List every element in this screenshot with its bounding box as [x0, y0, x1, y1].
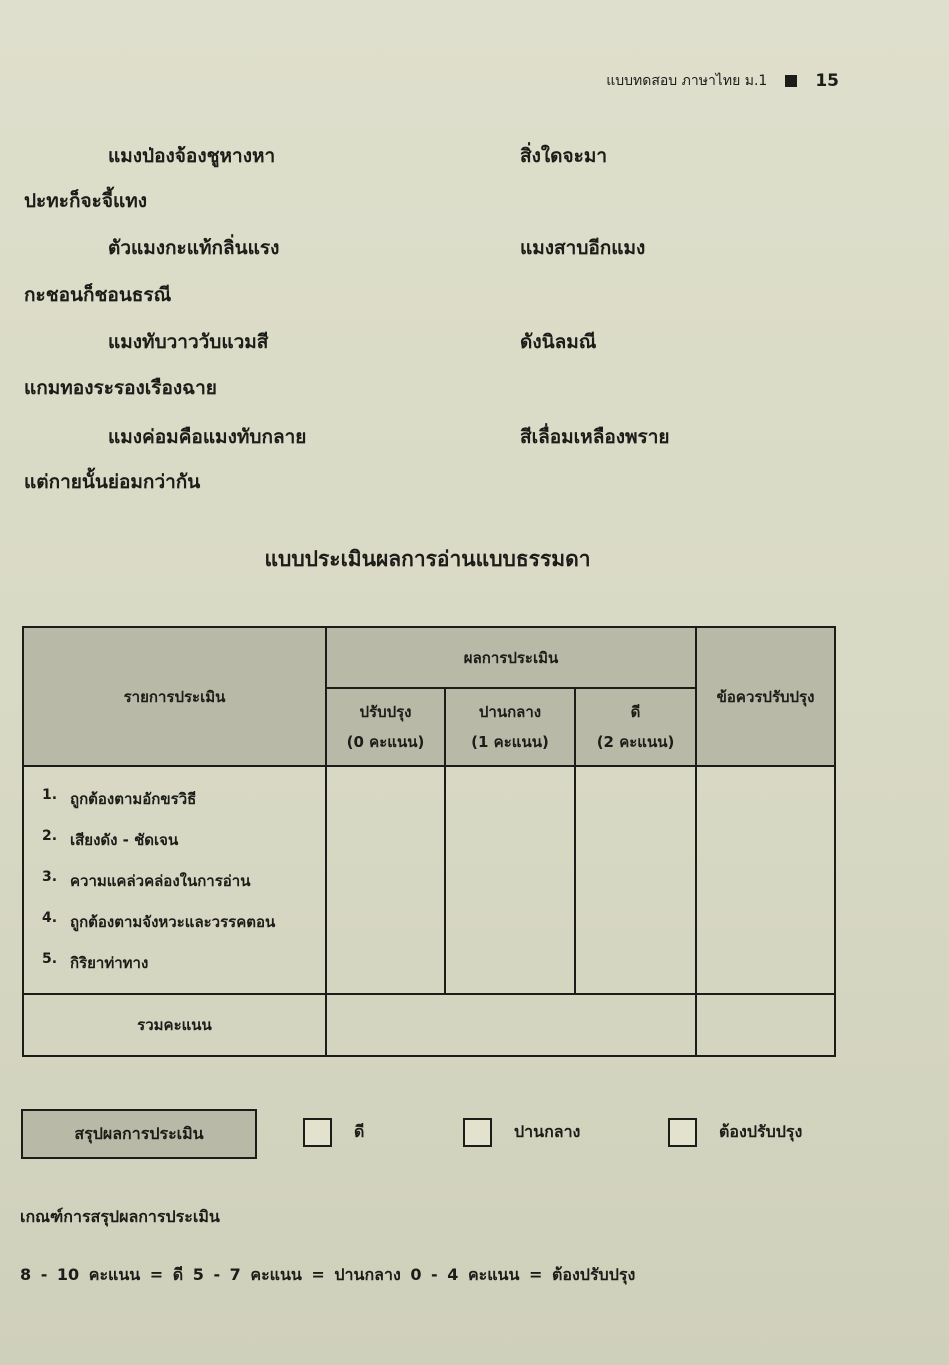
poem-line: สีเลื่อมเหลืองพราย: [520, 426, 670, 448]
good-label: ดี: [630, 703, 641, 721]
page-header: [606, 70, 839, 92]
improve-label: ปรับปรุง: [359, 703, 412, 721]
checkbox-fair[interactable]: [463, 1118, 492, 1147]
option-improve-label: ต้องปรับปรุง: [719, 1122, 803, 1141]
option-good[interactable]: [303, 1118, 364, 1147]
total-suggestion-cell[interactable]: [696, 994, 835, 1056]
header-result: ผลการประเมิน: [326, 627, 696, 688]
improve-points: (0 คะแนน): [346, 733, 425, 751]
option-fair[interactable]: [463, 1118, 580, 1147]
poem-line: สิ่งใดจะมา: [520, 145, 608, 167]
criteria-title: เกณฑ์การสรุปผลการประเมิน: [20, 1207, 220, 1226]
poem-line: แกมทองระรองเรืองฉาย: [24, 377, 217, 399]
improve-score-cell[interactable]: [326, 766, 445, 994]
good-points: (2 คะแนน): [596, 733, 675, 751]
list-item: 4. ถูกต้องตามจังหวะและวรรคตอน: [42, 910, 276, 931]
assessment-table: [22, 626, 836, 1057]
total-label: รวมคะแนน: [23, 994, 326, 1056]
poem-line: แมงสาบอีกแมง: [520, 237, 646, 259]
suggestion-cell[interactable]: [696, 766, 835, 994]
fair-points: (1 คะแนน): [471, 733, 549, 751]
assessment-title: แบบประเมินผลการอ่านแบบธรรมดา: [264, 547, 591, 571]
list-item: 3. ความแคล่วคล่องในการอ่าน: [42, 869, 251, 890]
list-item: 2. เสียงดัง - ชัดเจน: [42, 828, 179, 849]
header-fair: [445, 688, 575, 766]
total-score-cell[interactable]: [326, 994, 696, 1056]
running-title: แบบทดสอบ ภาษาไทย ม.1: [606, 73, 768, 89]
header-suggestions: ข้อควรปรับปรุง: [696, 627, 835, 766]
header-improve: [326, 688, 445, 766]
header-good: [575, 688, 696, 766]
checkbox-improve[interactable]: [668, 1118, 697, 1147]
poem-line: แมงทับวาววับแวมสี: [108, 331, 269, 353]
list-item: 1. ถูกต้องตามอักขรวิธี: [42, 787, 197, 808]
summary-label: สรุปผลการประเมิน: [21, 1109, 257, 1159]
poem-line: ตัวแมงกะแท้กลิ่นแรง: [108, 237, 280, 259]
checkbox-good[interactable]: [303, 1118, 332, 1147]
poem-line: แต่กายนั้นย่อมกว่ากัน: [24, 471, 201, 493]
poem-line: แมงป่องจ้องชูหางหา: [108, 145, 276, 167]
criteria-text: 8 - 10 คะแนน = ดี 5 - 7 คะแนน = ปานกลาง 0 - 4 คะแนน = ต้องปรับปรุง: [20, 1265, 636, 1284]
fair-label: ปานกลาง: [478, 703, 542, 721]
poem-line: ดังนิลมณี: [520, 331, 597, 353]
good-score-cell[interactable]: [575, 766, 696, 994]
list-item: 5. กิริยาท่าทาง: [42, 951, 149, 972]
fair-score-cell[interactable]: [445, 766, 575, 994]
page-number: 15: [815, 71, 839, 91]
header-items: รายการประเมิน: [23, 627, 326, 766]
poem-line: แมงค่อมคือแมงทับกลาย: [108, 426, 307, 448]
poem-line: ปะทะก็จะจี้แทง: [24, 190, 148, 212]
poem-line: กะชอนก็ชอนธรณี: [24, 284, 172, 306]
square-bullet-icon: [785, 75, 797, 87]
option-fair-label: ปานกลาง: [514, 1122, 581, 1141]
criteria-list: [23, 766, 326, 994]
option-good-label: ดี: [354, 1122, 365, 1141]
option-improve[interactable]: [668, 1118, 802, 1147]
